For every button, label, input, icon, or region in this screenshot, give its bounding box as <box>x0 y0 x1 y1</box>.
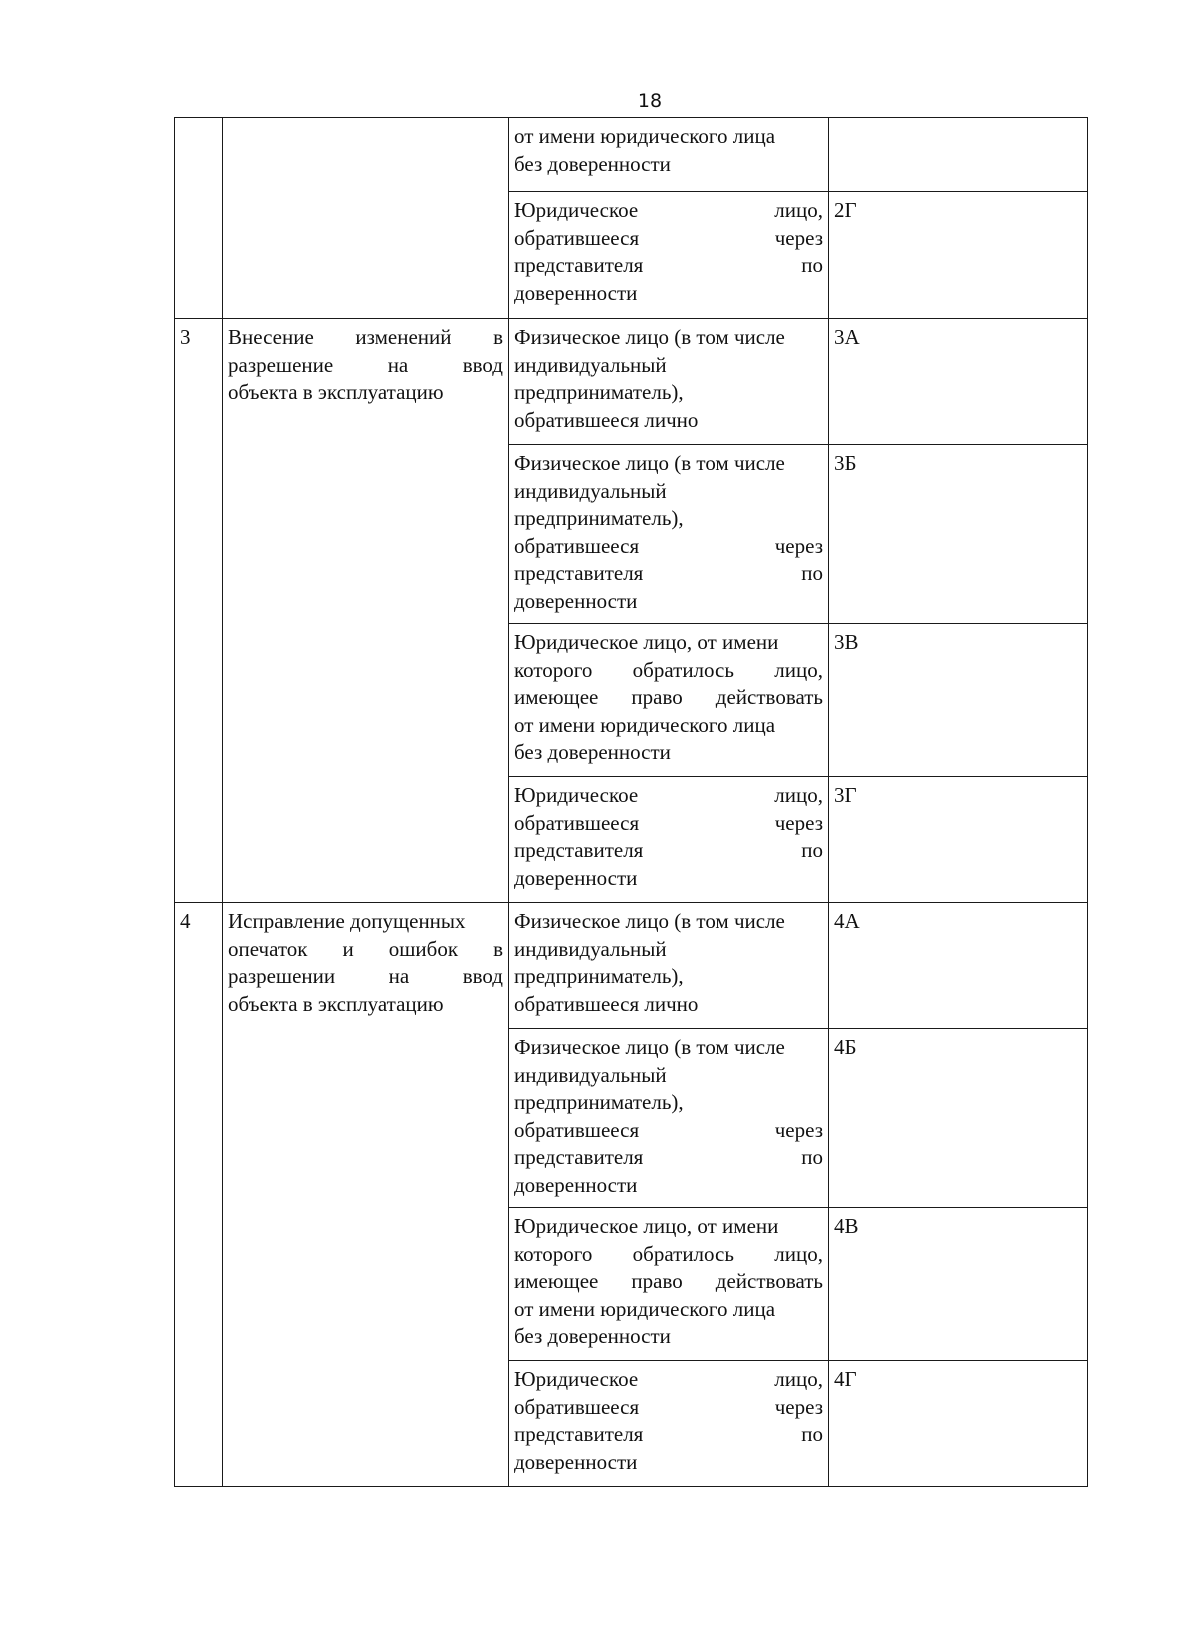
cell-text-line: имеющее право действовать <box>514 685 823 709</box>
cell-text-line: от имени юридического лица <box>514 124 776 148</box>
applicant-category-cell <box>509 445 829 624</box>
cell-text-line: предприниматель), <box>514 964 684 988</box>
cell-text-line: от имени юридического лица <box>514 1296 776 1321</box>
cell-text-line: предприниматель), <box>514 380 684 404</box>
applicant-category-cell <box>509 1208 829 1361</box>
service-number-cell: 3 <box>175 319 223 903</box>
cell-text-line: индивидуальный <box>514 478 667 503</box>
cell-text-line: от имени юридического лица <box>514 712 776 737</box>
cell-text-line: Юридическое лицо, от имени <box>514 1214 779 1238</box>
cell-text-line: предприниматель), <box>514 506 684 530</box>
cell-text-line: индивидуальный <box>514 352 667 377</box>
cell-text-line: представителя по <box>514 561 823 585</box>
cell-text-line: представителя по <box>514 838 823 862</box>
variant-code-cell: 3В <box>829 624 1088 777</box>
variant-code-cell <box>829 118 1088 192</box>
table-row <box>175 903 1088 1029</box>
cell-text-line: представителя по <box>514 1422 823 1446</box>
variant-code-cell: 2Г <box>829 192 1088 319</box>
service-title-cell <box>223 903 509 1487</box>
cell-text-line: Физическое лицо (в том числе <box>514 909 785 933</box>
services-table <box>174 117 1088 1487</box>
cell-text-line: доверенности <box>514 865 638 890</box>
cell-text-line: индивидуальный <box>514 936 667 961</box>
cell-text-line: представителя по <box>514 253 823 277</box>
cell-text-line: обратившееся лично <box>514 991 699 1016</box>
cell-text-line: опечаток и ошибок в <box>228 936 503 961</box>
variant-code-cell: 3Б <box>829 445 1088 624</box>
cell-text-line: объекта в эксплуатацию <box>228 380 444 404</box>
cell-text-line: Юридическое лицо, <box>514 1367 823 1391</box>
applicant-category-cell <box>509 903 829 1029</box>
variant-code-cell: 4Б <box>829 1029 1088 1208</box>
cell-text-line: Физическое лицо (в том числе <box>514 325 785 349</box>
cell-text-line: которого обратилось лицо, <box>514 1241 823 1266</box>
cell-text-line: без доверенности <box>514 1324 671 1348</box>
variant-code-cell: 4В <box>829 1208 1088 1361</box>
cell-text-line: которого обратилось лицо, <box>514 657 823 682</box>
cell-text-line: разрешение на ввод <box>228 352 503 377</box>
cell-text-line: Юридическое лицо, от имени <box>514 630 779 654</box>
variant-code-cell: 4А <box>829 903 1088 1029</box>
service-title-cell <box>223 319 509 903</box>
applicant-category-cell <box>509 1361 829 1487</box>
variant-code-cell: 4Г <box>829 1361 1088 1487</box>
applicant-category-cell <box>509 192 829 319</box>
cell-text-line: имеющее право действовать <box>514 1269 823 1293</box>
cell-text-line: без доверенности <box>514 740 671 764</box>
cell-text-line: доверенности <box>514 280 638 305</box>
applicant-category-cell <box>509 1029 829 1208</box>
cell-text-line: обратившееся через <box>514 1117 823 1142</box>
applicant-category-cell <box>509 624 829 777</box>
page-number: 18 <box>637 90 663 112</box>
cell-text-line: обратившееся через <box>514 810 823 835</box>
cell-text-line: объекта в эксплуатацию <box>228 991 444 1016</box>
cell-text-line: обратившееся через <box>514 1394 823 1419</box>
table-body <box>175 118 1088 1487</box>
service-number-cell <box>175 118 223 319</box>
cell-text-line: обратившееся через <box>514 225 823 250</box>
cell-text-line: Физическое лицо (в том числе <box>514 1035 785 1059</box>
cell-text-line: индивидуальный <box>514 1062 667 1087</box>
cell-text-line: без доверенности <box>514 151 671 176</box>
cell-text-line: Юридическое лицо, <box>514 783 823 807</box>
applicant-category-cell <box>509 319 829 445</box>
cell-text-line: Юридическое лицо, <box>514 198 823 222</box>
service-number-cell: 4 <box>175 903 223 1487</box>
variant-code-cell: 3А <box>829 319 1088 445</box>
cell-text-line: предприниматель), <box>514 1090 684 1114</box>
table-row <box>175 319 1088 445</box>
service-title-cell <box>223 118 509 319</box>
variant-code-cell: 3Г <box>829 777 1088 903</box>
cell-text-line: доверенности <box>514 588 638 613</box>
cell-text-line: представителя по <box>514 1145 823 1169</box>
cell-text-line: обратившееся через <box>514 533 823 558</box>
cell-text-line: доверенности <box>514 1172 638 1197</box>
cell-text-line: Исправление допущенных <box>228 909 466 933</box>
applicant-category-cell <box>509 777 829 903</box>
cell-text-line: Внесение изменений в <box>228 325 503 349</box>
applicant-category-cell <box>509 118 829 192</box>
cell-text-line: обратившееся лично <box>514 407 699 432</box>
cell-text-line: разрешении на ввод <box>228 964 503 988</box>
cell-text-line: Физическое лицо (в том числе <box>514 451 785 475</box>
cell-text-line: доверенности <box>514 1449 638 1474</box>
table-row <box>175 118 1088 192</box>
